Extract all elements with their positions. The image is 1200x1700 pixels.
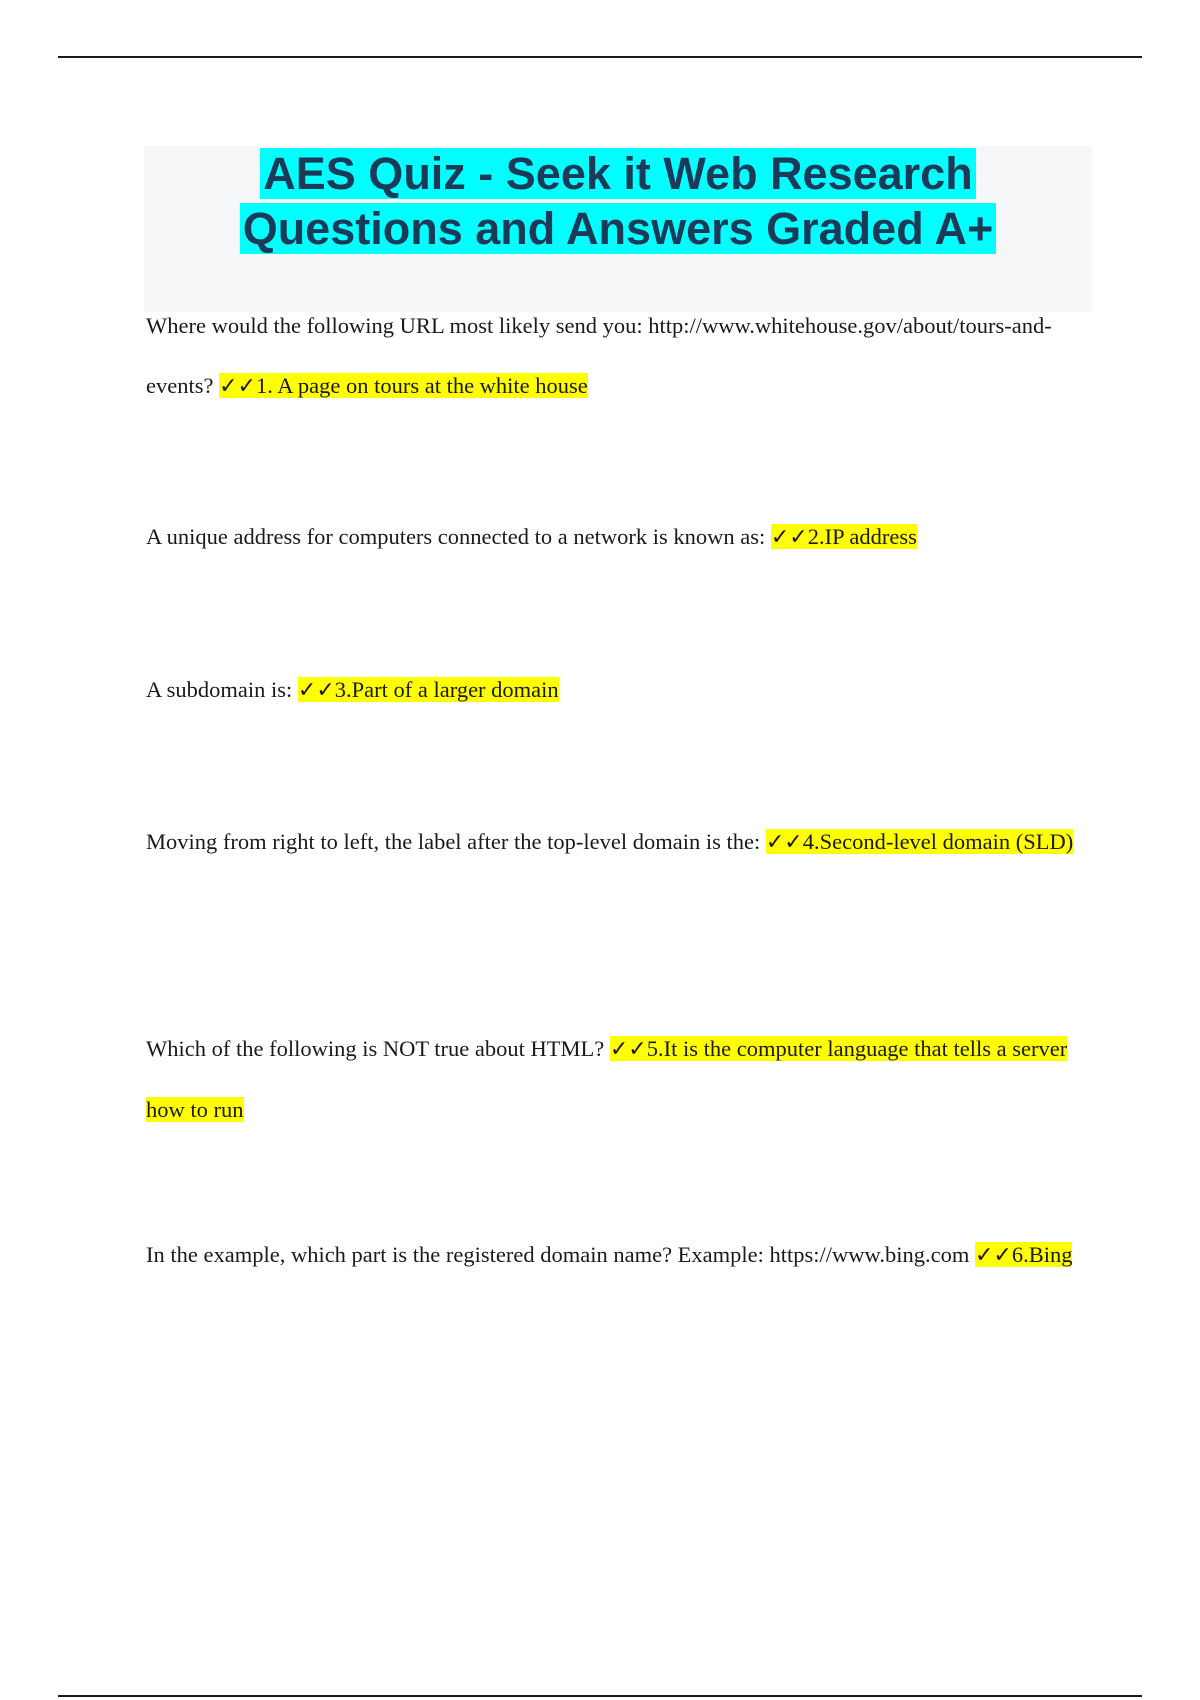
qa-item-2: [146, 507, 1086, 568]
question-text: Moving from right to left, the label after the top-level domain is the:: [146, 829, 761, 854]
question-text: Which of the following is NOT true about HTML?: [146, 1036, 605, 1061]
title-block: [144, 146, 1092, 312]
title-line-2: Questions and Answers Graded A+: [240, 203, 997, 254]
qa-item-1: [146, 296, 1086, 417]
double-check-icon: ✓✓: [297, 678, 335, 703]
answer-text: 4.Second-level domain (SLD): [802, 829, 1074, 854]
answer-highlight: [298, 677, 559, 702]
qa-item-5: [146, 1019, 1086, 1140]
answer-text: 1. A page on tours at the white house: [255, 373, 588, 398]
double-check-icon: ✓✓: [219, 374, 256, 399]
answer-text: 3.Part of a larger domain: [334, 677, 559, 702]
question-text: In the example, which part is the registered domain name? Example: https://www.bing.com: [146, 1242, 970, 1267]
question-text: A unique address for computers connected to a network is known as:: [146, 524, 766, 549]
double-check-icon: ✓✓: [765, 830, 803, 855]
qa-item-3: [146, 660, 1086, 721]
qa-item-6: [146, 1225, 1086, 1286]
double-check-icon: ✓✓: [770, 525, 808, 550]
answer-highlight: [766, 829, 1073, 854]
top-rule: [58, 56, 1142, 58]
question-text: A subdomain is:: [146, 677, 293, 702]
qa-item-4: [146, 812, 1086, 873]
answer-highlight: [219, 373, 588, 398]
answer-text: 6.Bing: [1011, 1242, 1073, 1267]
answer-text: 5.It is the computer language that tells a server how to run: [146, 1036, 1068, 1122]
bottom-rule: [58, 1695, 1142, 1697]
document-title: [144, 146, 1092, 256]
answer-highlight: [975, 1242, 1073, 1267]
title-line-1: AES Quiz - Seek it Web Research: [260, 148, 975, 199]
double-check-icon: ✓✓: [974, 1243, 1012, 1268]
answer-text: 2.IP address: [807, 524, 917, 549]
answer-highlight: [771, 524, 917, 549]
question-text: Where would the following URL most likely send you: http://www.whitehouse.gov/about/tours-and-events?: [146, 313, 1052, 398]
double-check-icon: ✓✓: [609, 1037, 647, 1062]
